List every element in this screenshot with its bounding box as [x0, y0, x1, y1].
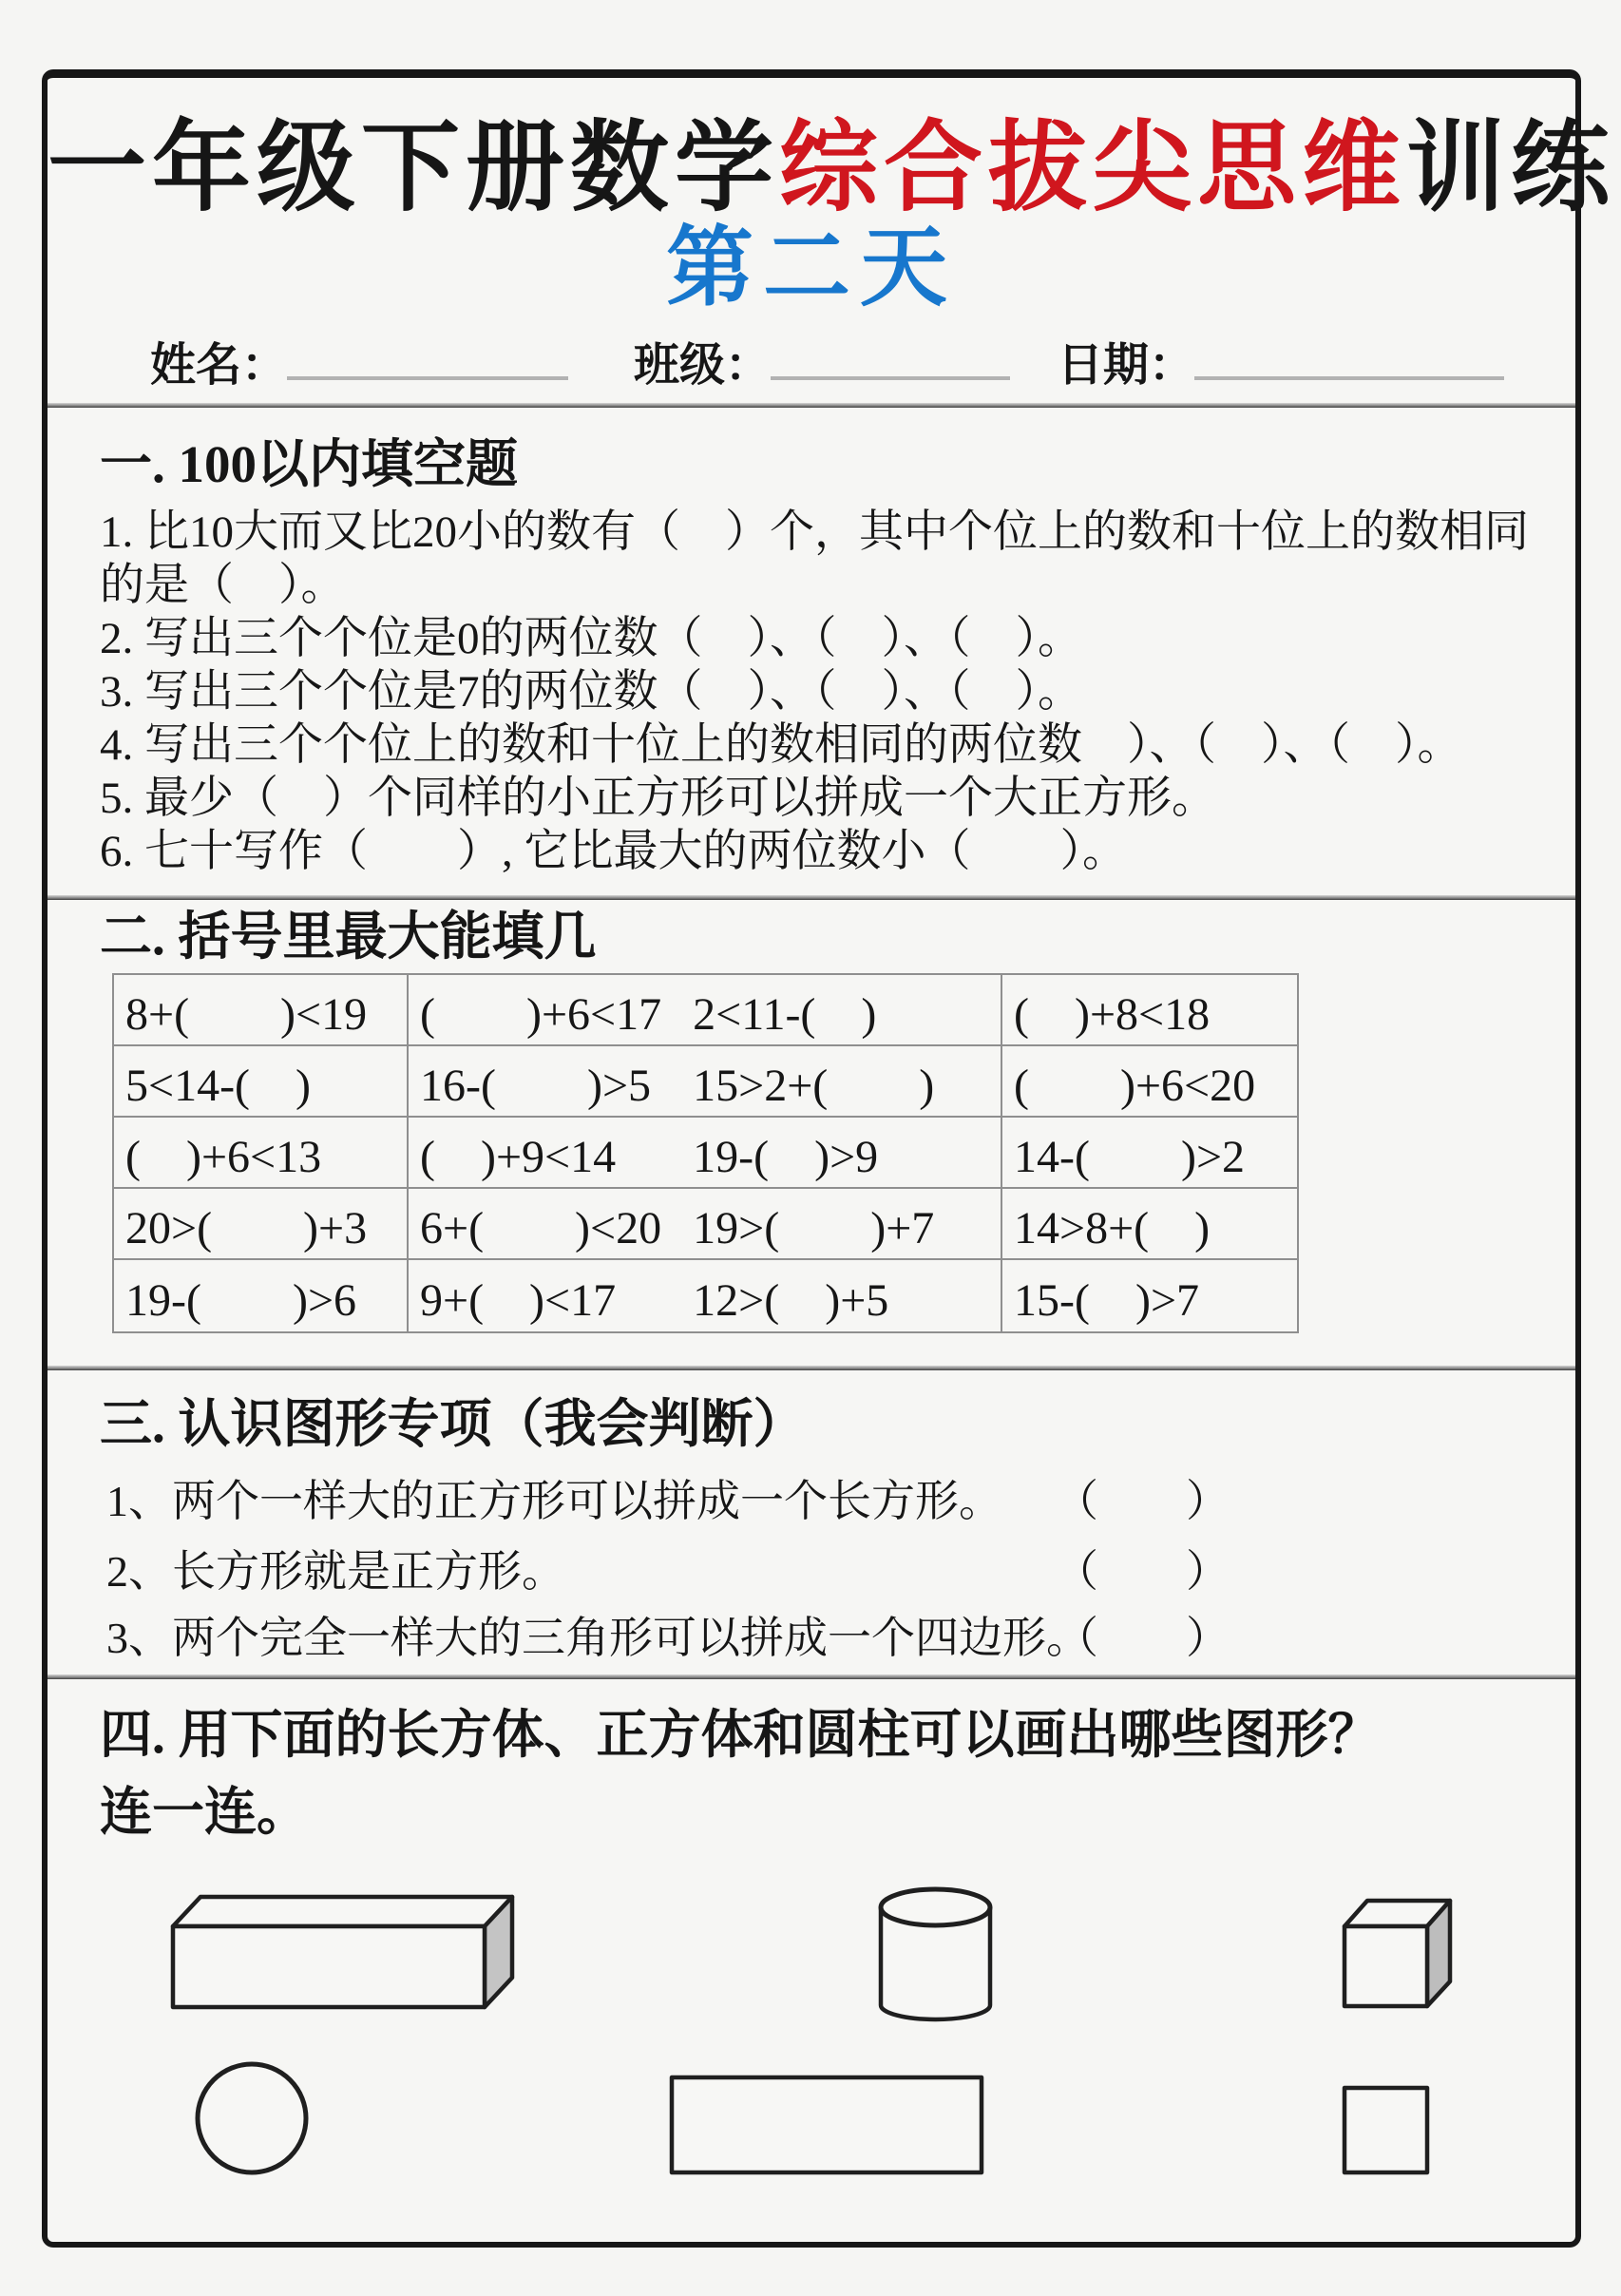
shapes-canvas [48, 1876, 1585, 2199]
table-cell [409, 1118, 1002, 1189]
divider-line [48, 1674, 1575, 1679]
table-cell: 14>8+( ) [1002, 1189, 1297, 1260]
section1-heading: 一. 100以内填空题 [100, 435, 519, 493]
table-cell: ( )+6<20 [1002, 1046, 1297, 1118]
name-blank-line [287, 338, 568, 380]
judgment-answer-slot: （ ） [1055, 1614, 1230, 1662]
table-cell: 14-( )>2 [1002, 1118, 1297, 1189]
expression: 6+( )<20 [420, 1203, 662, 1253]
judgment-statement: 2、长方形就是正方形。 [106, 1547, 565, 1596]
section3-heading: 三. 认识图形专项（我会判断） [100, 1395, 806, 1453]
max-fill-table [112, 973, 1299, 1333]
name-field [150, 338, 568, 392]
expression: 2<11-( ) [693, 989, 877, 1040]
judgment-statement: 1、两个一样大的正方形可以拼成一个长方形。 [106, 1477, 1002, 1525]
date-field [1058, 338, 1504, 392]
question-line: 6. 七十写作（ ）, 它比最大的两位数小（ ）。 [100, 827, 1127, 876]
class-field [634, 338, 1010, 392]
table-cell: 19-( )>6 [114, 1260, 409, 1331]
question-line: 1. 比10大而又比20小的数有（ ）个，其中个位上的数和十位上的数相同 [100, 507, 1529, 557]
question-line: 2. 写出三个个位是0的两位数（ ）、（ ）、（ ）。 [100, 614, 1082, 663]
table-cell [409, 1260, 1002, 1331]
expression: 16-( )>5 [420, 1061, 652, 1111]
question-line: 的是（ ）。 [100, 561, 346, 610]
expression: 19-( )>9 [693, 1132, 879, 1182]
title-part-black1: 一年级下册数学 [48, 113, 780, 223]
table-cell [409, 975, 1002, 1046]
rectangle-shape [672, 2077, 982, 2172]
table-cell: ( )+8<18 [1002, 975, 1297, 1046]
table-cell: 20>( )+3 [114, 1189, 409, 1260]
expression: 15>2+( ) [693, 1061, 935, 1111]
judgment-answer-slot: （ ） [1055, 1547, 1230, 1596]
title-part-red: 综合拔尖思维 [779, 113, 1407, 223]
expression: 12>( )+5 [693, 1275, 889, 1326]
table-cell: 15-( )>7 [1014, 1275, 1200, 1326]
name-label: 姓名： [150, 340, 288, 391]
title-part-black2: 训练 [1406, 113, 1616, 223]
expression: 9+( )<17 [420, 1275, 617, 1326]
expression: ( )+9<14 [420, 1132, 617, 1182]
section2-heading: 二. 括号里最大能填几 [100, 908, 597, 966]
divider-line [48, 1366, 1575, 1370]
table-cell [409, 1046, 1002, 1118]
question-line: 4. 写出三个个位上的数和十位上的数相同的两位数 ）、（ ）、（ ）。 [100, 720, 1462, 770]
table-cell [409, 1189, 1002, 1260]
cylinder-shape [881, 1889, 990, 2019]
expression: ( )+6<17 [420, 989, 662, 1040]
date-label: 日期： [1058, 340, 1195, 391]
judgment-statement: 3、两个完全一样大的三角形可以拼成一个四边形。 [106, 1614, 1090, 1662]
section4-heading-line1: 四. 用下面的长方体、正方体和圆柱可以画出哪些图形？ [100, 1706, 1381, 1764]
class-blank-line [771, 338, 1010, 380]
judgment-answer-slot: （ ） [1055, 1477, 1230, 1525]
section4-heading-line2: 连一连。 [100, 1783, 310, 1841]
question-line: 3. 写出三个个位是7的两位数（ ）、（ ）、（ ）。 [100, 667, 1082, 717]
table-cell: 5<14-( ) [114, 1046, 409, 1118]
cuboid-shape [173, 1897, 512, 2007]
divider-line [48, 403, 1575, 408]
page-title [48, 113, 1616, 223]
square-shape [1344, 2088, 1427, 2172]
section1-questions [100, 506, 1529, 878]
table-cell: ( )+6<13 [114, 1118, 409, 1189]
page-subtitle: 第二天 [665, 220, 957, 316]
sheet-border [42, 69, 1616, 2248]
table-cell: 8+( )<19 [114, 975, 409, 1046]
question-line: 5. 最少（ ）个同样的小正方形可以拼成一个大正方形。 [100, 774, 1216, 823]
expression: 19>( )+7 [693, 1203, 935, 1253]
circle-shape [198, 2064, 306, 2172]
cube-shape [1344, 1901, 1450, 2006]
date-blank-line [1194, 338, 1504, 380]
divider-line [48, 895, 1575, 900]
class-label: 班级： [634, 340, 772, 391]
